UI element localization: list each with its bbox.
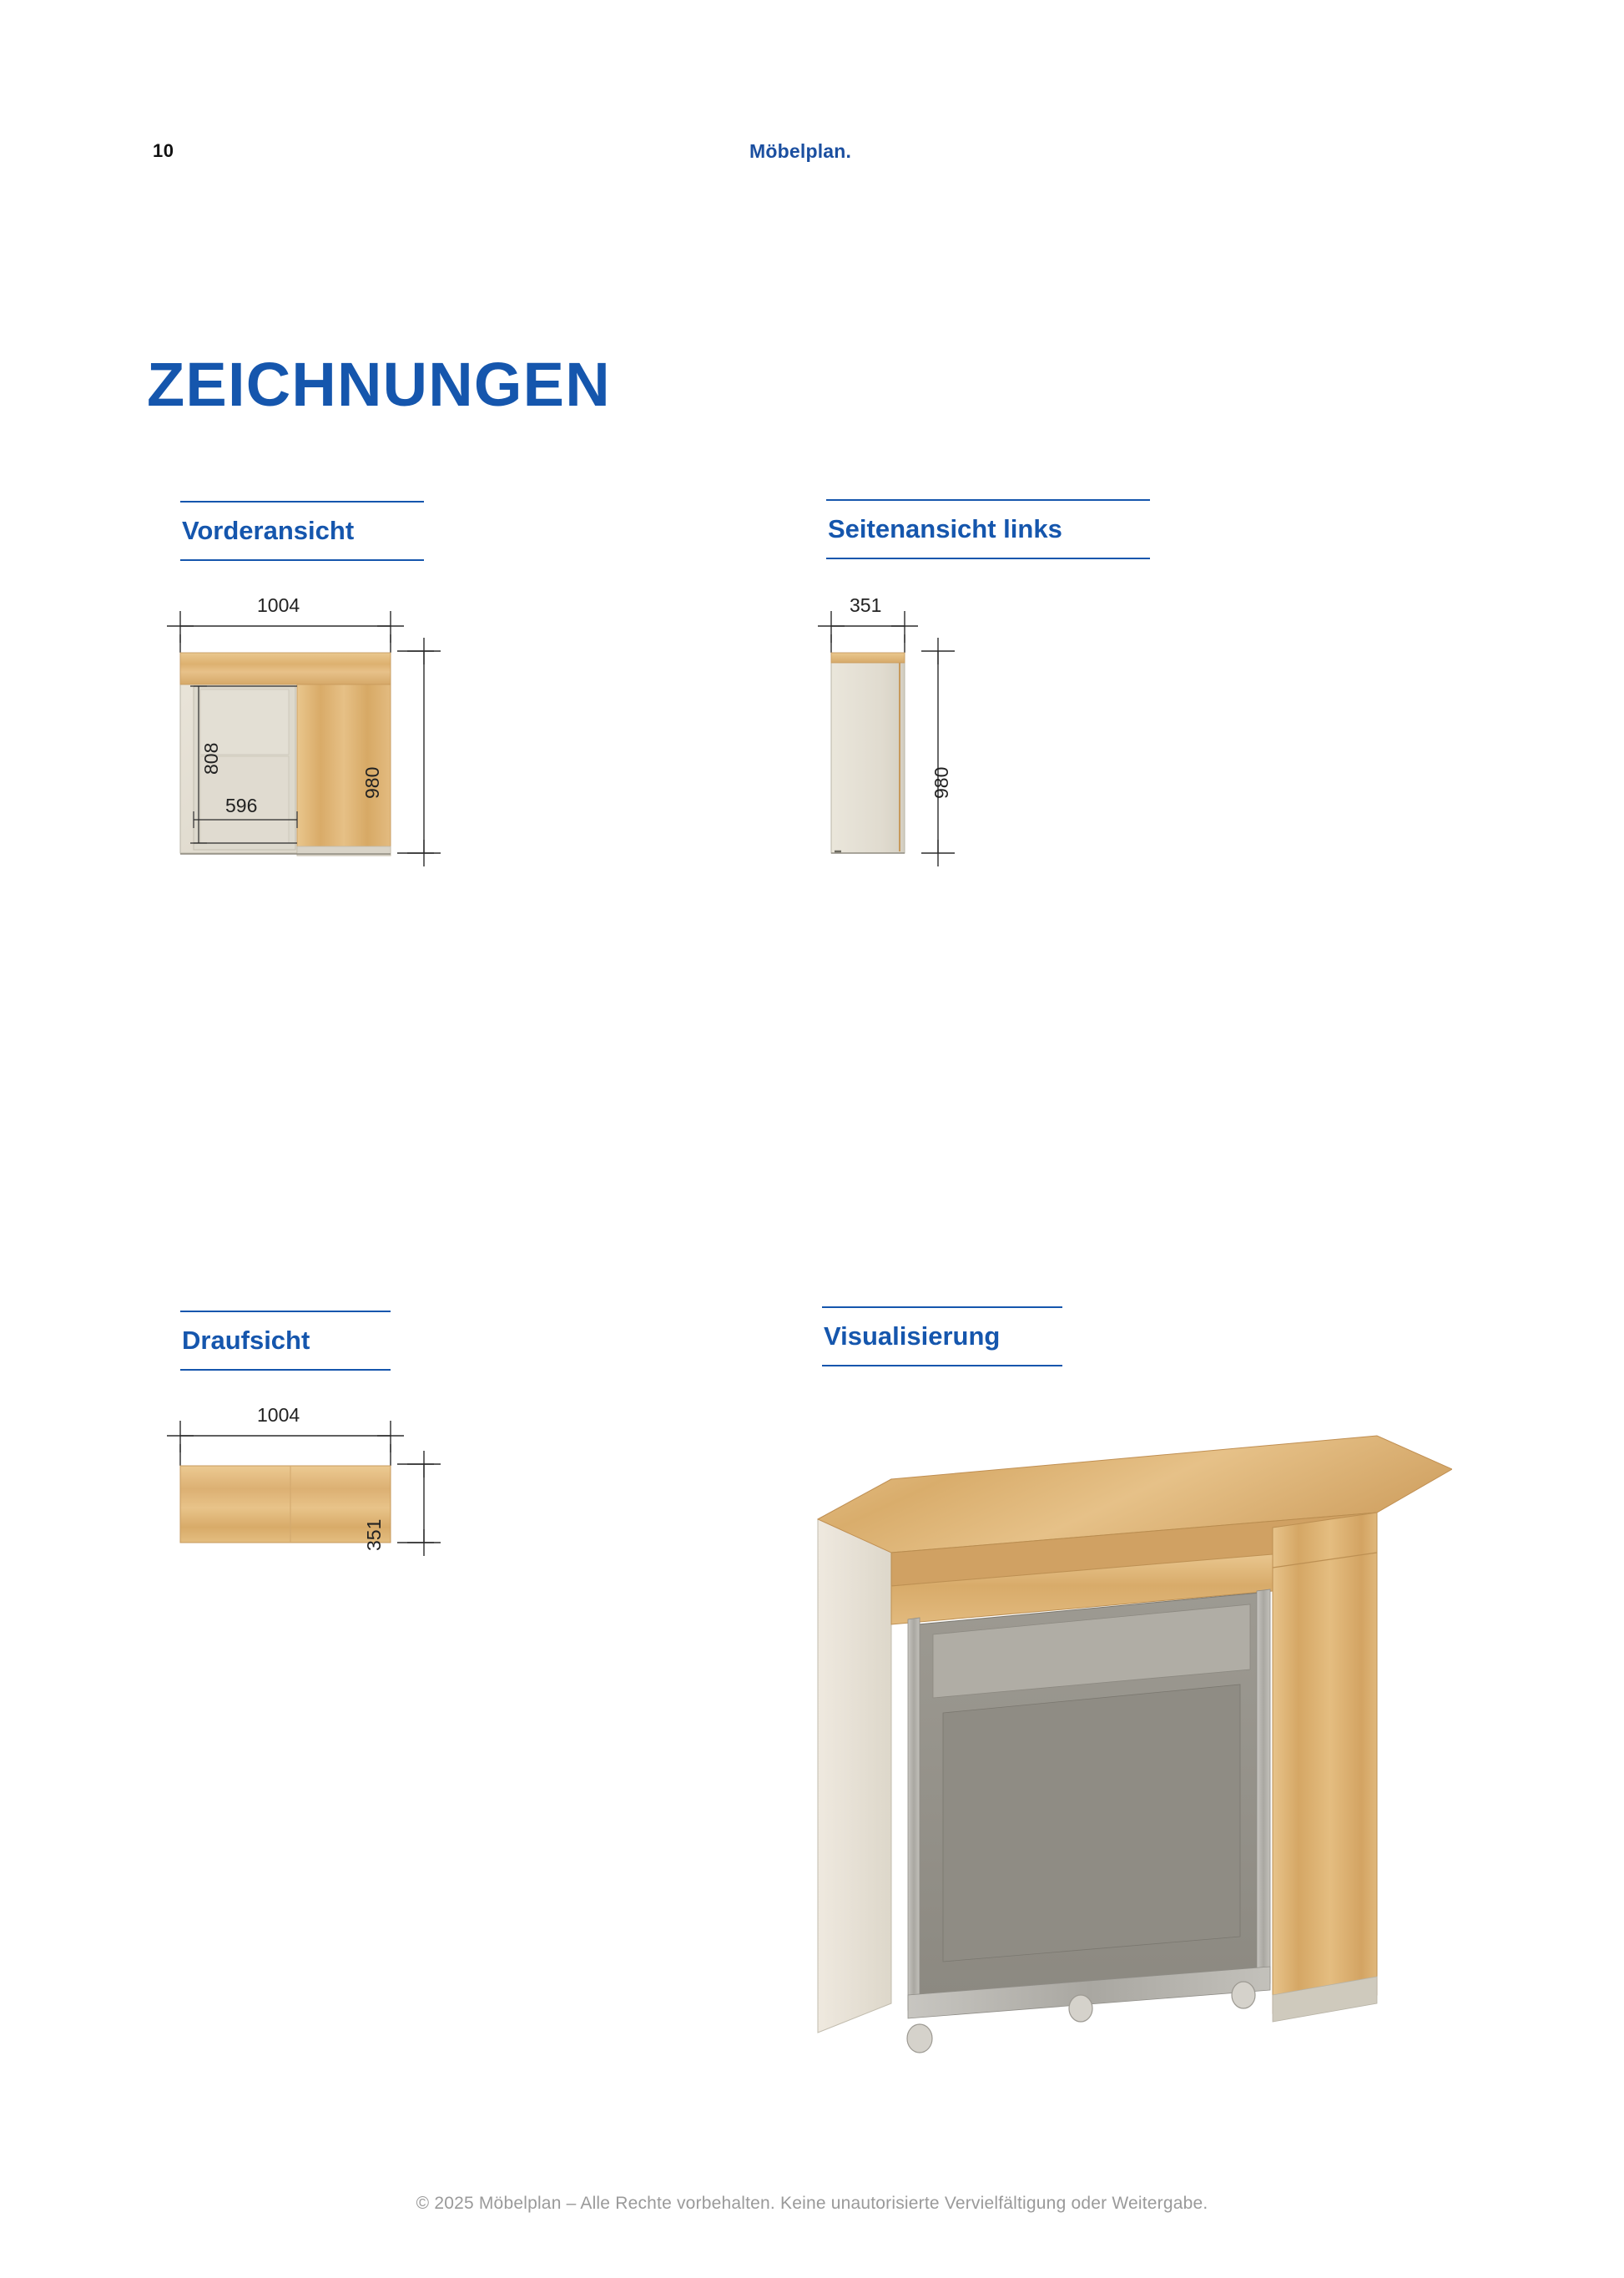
dim-label-top-width: 1004	[257, 1404, 300, 1426]
worktop	[180, 653, 391, 684]
divider-top	[180, 1311, 391, 1312]
visualisation-svg	[793, 1419, 1452, 2104]
section-draufsicht	[180, 1311, 311, 1371]
worktop-edge	[831, 653, 905, 663]
dim-height-980	[397, 638, 441, 866]
divider-top	[822, 1306, 1062, 1308]
brand-logo: Möbelplan.	[749, 140, 852, 162]
top-view-svg	[150, 1411, 684, 1695]
dim-top-depth-351	[397, 1451, 441, 1556]
divider-top	[180, 501, 424, 503]
section-vorderansicht	[180, 501, 356, 561]
dim-label-side-height: 980	[931, 766, 952, 799]
section-heading-side	[826, 499, 1064, 559]
section-label-visual: Visualisierung	[824, 1321, 1001, 1351]
dim-label-side-depth: 351	[850, 594, 882, 616]
dim-side-height-980	[921, 638, 955, 866]
visual-inner-back	[943, 1685, 1240, 1962]
divider-top	[826, 499, 1150, 501]
page-header	[0, 140, 1624, 174]
visual-frame-left	[908, 1618, 920, 2010]
dim-label-front-inner-height: 808	[200, 742, 222, 775]
section-label-front: Vorderansicht	[182, 516, 355, 545]
footer-copyright: © 2025 Möbelplan – Alle Rechte vorbehalten. Keine unautorisierte Vervielfältigung oder Weitergabe.	[416, 2194, 1208, 2213]
section-visualisierung	[822, 1306, 1001, 1366]
divider-bottom	[180, 559, 424, 561]
front-view-svg	[150, 601, 684, 1119]
visual-left-panel	[818, 1479, 891, 2033]
section-label-side: Seitenansicht links	[828, 514, 1062, 543]
page-title: ZEICHNUNGEN	[147, 349, 611, 419]
side-view-svg	[801, 601, 1218, 1119]
dim-label-top-depth: 351	[363, 1518, 385, 1551]
side-panel	[831, 653, 905, 853]
castor-left	[907, 2024, 932, 2053]
dim-label-front-inner-width: 596	[225, 795, 258, 816]
dim-top-width-1004	[167, 1421, 404, 1466]
section-heading-top	[180, 1311, 311, 1371]
divider-bottom	[822, 1365, 1062, 1366]
dim-depth-351	[818, 611, 918, 653]
drawing-seitenansicht	[801, 594, 1218, 1119]
drawing-visualisierung	[793, 1419, 1452, 2104]
dim-width-1004	[167, 611, 404, 653]
castor-right	[1232, 1982, 1255, 2008]
drawing-draufsicht	[150, 1404, 684, 1695]
visual-door-right	[1273, 1513, 1377, 2013]
section-label-top: Draufsicht	[182, 1326, 310, 1355]
page-number: 10	[153, 140, 174, 161]
drawing-vorderansicht	[150, 594, 684, 1119]
dim-label-front-width: 1004	[257, 594, 300, 616]
divider-bottom	[180, 1369, 391, 1371]
castor-middle	[1069, 1995, 1092, 2022]
dim-label-front-height: 980	[361, 766, 383, 799]
divider-bottom	[826, 558, 1150, 559]
visual-frame-right	[1257, 1589, 1270, 1987]
top-plate	[180, 1466, 391, 1543]
section-heading-visual	[822, 1306, 1001, 1366]
section-seitenansicht	[826, 499, 1064, 559]
section-heading-front	[180, 501, 356, 561]
